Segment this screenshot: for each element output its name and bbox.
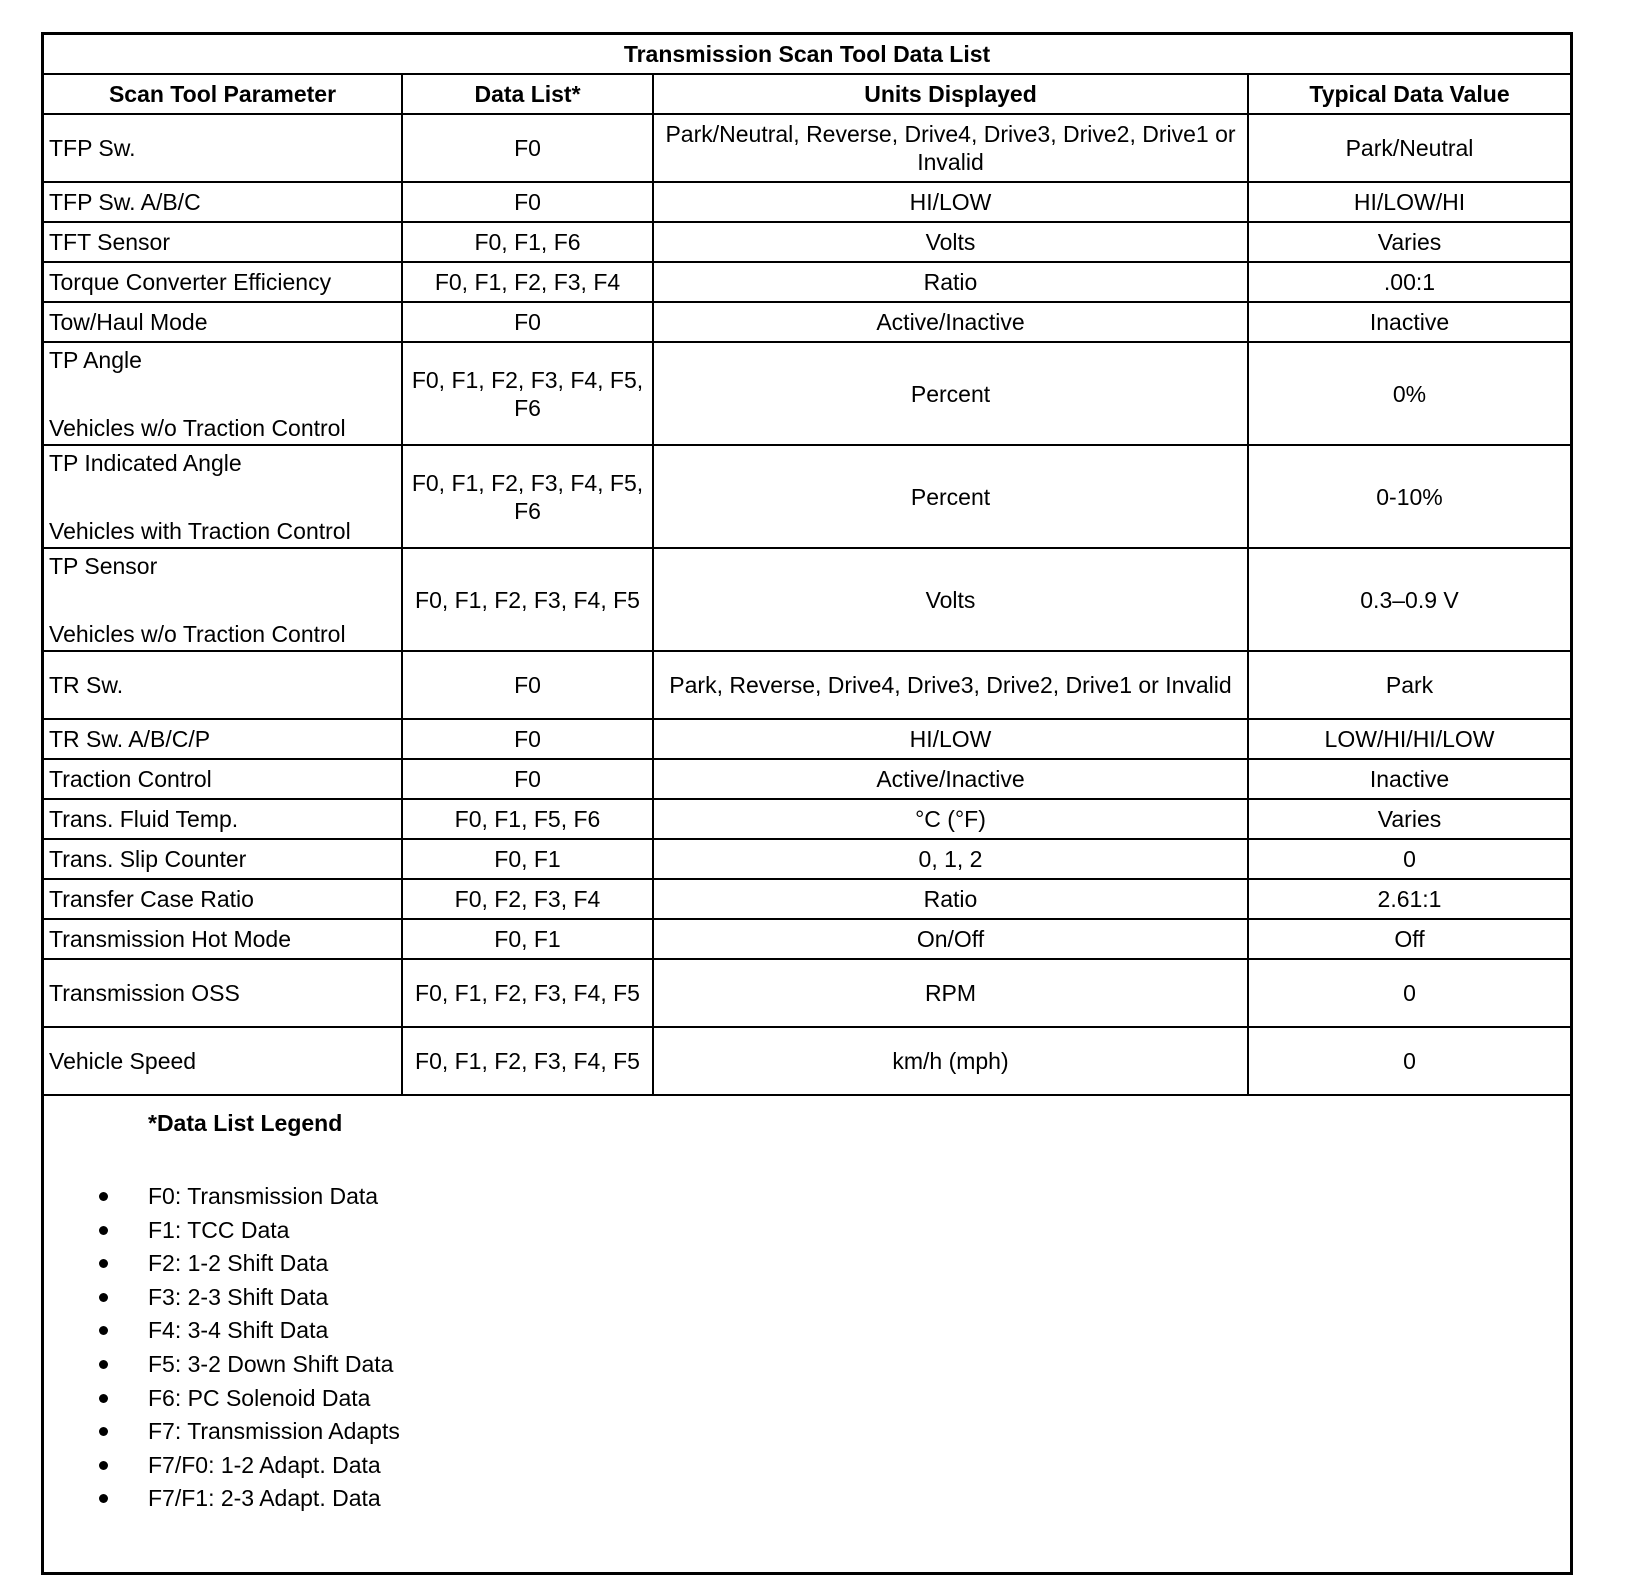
parameter-name: TP Indicated Angle: [49, 449, 242, 476]
parameter-name: TP Angle: [49, 346, 142, 373]
parameter-condition: Vehicles with Traction Control: [49, 517, 351, 544]
typical-value-cell: Varies: [1248, 222, 1570, 262]
legend-item: [44, 1482, 400, 1516]
units-cell: Active/Inactive: [653, 302, 1248, 342]
legend-item: [44, 1247, 400, 1281]
table-row: [44, 799, 1570, 839]
table-row: [44, 548, 1570, 651]
units-cell: Volts: [653, 548, 1248, 651]
parameter-name: TFP Sw. A/B/C: [49, 189, 201, 215]
bullet-icon: [99, 1360, 108, 1369]
parameter-name: Vehicle Speed: [49, 1048, 197, 1074]
typical-value-cell: Park/Neutral: [1248, 114, 1570, 182]
units-cell: Park/Neutral, Reverse, Drive4, Drive3, Drive2, Drive1 or Invalid: [653, 114, 1248, 182]
units-cell: RPM: [653, 959, 1248, 1027]
legend-item-label: F4: 3-4 Shift Data: [148, 1317, 329, 1344]
bullet-icon: [99, 1192, 108, 1201]
legend-item: [44, 1348, 400, 1382]
bullet-icon: [99, 1494, 108, 1503]
units-cell: Percent: [653, 342, 1248, 445]
typical-value-cell: Inactive: [1248, 759, 1570, 799]
bullet-icon: [99, 1293, 108, 1302]
data-list-cell: F0, F1, F6: [402, 222, 653, 262]
legend-item: [44, 1314, 400, 1348]
typical-value-cell: 0: [1248, 959, 1570, 1027]
parameter-name: Trans. Fluid Temp.: [49, 806, 239, 832]
typical-value-cell: 0.3–0.9 V: [1248, 548, 1570, 651]
legend-title: *Data List Legend: [148, 1110, 343, 1136]
legend-item: [44, 1382, 400, 1416]
bullet-icon: [99, 1461, 108, 1470]
data-list-cell: F0: [402, 182, 653, 222]
units-cell: Active/Inactive: [653, 759, 1248, 799]
parameter-name: Traction Control: [49, 766, 212, 792]
data-list-cell: F0, F1: [402, 919, 653, 959]
parameter-name: TFP Sw.: [49, 135, 136, 161]
table-row: [44, 445, 1570, 548]
typical-value-cell: LOW/HI/HI/LOW: [1248, 719, 1570, 759]
legend-item-label: F7: Transmission Adapts: [148, 1418, 400, 1445]
legend-item-label: F2: 1-2 Shift Data: [148, 1250, 329, 1277]
data-list-cell: F0, F1, F2, F3, F4, F5: [402, 1027, 653, 1095]
typical-value-cell: Varies: [1248, 799, 1570, 839]
legend-item: [44, 1449, 400, 1483]
table-row: [44, 959, 1570, 1027]
parameter-name: Transmission OSS: [49, 980, 240, 1006]
data-list-cell: F0, F1, F5, F6: [402, 799, 653, 839]
legend-item: [44, 1214, 400, 1248]
parameter-name: Torque Converter Efficiency: [49, 269, 332, 295]
typical-value-cell: Off: [1248, 919, 1570, 959]
header-typical-data-value: Typical Data Value: [1248, 74, 1570, 114]
parameter-condition: Vehicles w/o Traction Control: [49, 620, 346, 647]
units-cell: Volts: [653, 222, 1248, 262]
data-list-legend: [44, 1096, 1570, 1544]
parameter-name: TFT Sensor: [49, 229, 170, 255]
typical-value-cell: 0: [1248, 839, 1570, 879]
parameter-name: Transmission Hot Mode: [49, 926, 292, 952]
header-data-list: Data List*: [402, 74, 653, 114]
parameter-condition: Vehicles w/o Traction Control: [49, 414, 346, 441]
table-row: [44, 651, 1570, 719]
table-row: [44, 719, 1570, 759]
units-cell: °C (°F): [653, 799, 1248, 839]
data-list-cell: F0, F1, F2, F3, F4: [402, 262, 653, 302]
bullet-icon: [99, 1326, 108, 1335]
data-list-cell: F0: [402, 651, 653, 719]
units-cell: 0, 1, 2: [653, 839, 1248, 879]
data-list-cell: F0: [402, 759, 653, 799]
typical-value-cell: 2.61:1: [1248, 879, 1570, 919]
table-row: [44, 879, 1570, 919]
data-list-cell: F0, F1, F2, F3, F4, F5: [402, 959, 653, 1027]
units-cell: HI/LOW: [653, 182, 1248, 222]
data-list-cell: F0, F2, F3, F4: [402, 879, 653, 919]
table-row: [44, 182, 1570, 222]
parameter-name: Tow/Haul Mode: [49, 309, 208, 335]
legend-item-label: F5: 3-2 Down Shift Data: [148, 1350, 394, 1377]
typical-value-cell: 0-10%: [1248, 445, 1570, 548]
data-list-cell: F0: [402, 302, 653, 342]
data-list-cell: F0, F1, F2, F3, F4, F5: [402, 548, 653, 651]
units-cell: km/h (mph): [653, 1027, 1248, 1095]
data-list-cell: F0, F1, F2, F3, F4, F5, F6: [402, 342, 653, 445]
units-cell: On/Off: [653, 919, 1248, 959]
units-cell: Ratio: [653, 879, 1248, 919]
table-row: [44, 262, 1570, 302]
legend-item-label: F7/F0: 1-2 Adapt. Data: [148, 1451, 381, 1478]
bullet-icon: [99, 1226, 108, 1235]
table-row: [44, 114, 1570, 182]
table-row: [44, 919, 1570, 959]
table-row: [44, 302, 1570, 342]
legend-item-label: F0: Transmission Data: [148, 1183, 379, 1209]
table-row: [44, 839, 1570, 879]
legend-item: [44, 1180, 400, 1214]
data-list-document: [41, 32, 1573, 1575]
header-units-displayed: Units Displayed: [653, 74, 1248, 114]
table-row: [44, 222, 1570, 262]
units-cell: Park, Reverse, Drive4, Drive3, Drive2, Drive1 or Invalid: [653, 651, 1248, 719]
data-list-cell: F0: [402, 719, 653, 759]
data-list-cell: F0: [402, 114, 653, 182]
legend-list: [44, 1180, 400, 1516]
bullet-icon: [99, 1394, 108, 1403]
legend-item-label: F1: TCC Data: [148, 1216, 290, 1243]
typical-value-cell: Inactive: [1248, 302, 1570, 342]
table-row: [44, 342, 1570, 445]
data-list-cell: F0, F1, F2, F3, F4, F5, F6: [402, 445, 653, 548]
header-scan-tool-parameter: Scan Tool Parameter: [44, 74, 402, 114]
typical-value-cell: 0: [1248, 1027, 1570, 1095]
parameter-name: TR Sw.: [49, 672, 124, 698]
table-title: Transmission Scan Tool Data List: [44, 35, 1570, 74]
parameter-name: Trans. Slip Counter: [49, 846, 247, 872]
legend-item-label: F3: 2-3 Shift Data: [148, 1283, 329, 1310]
scan-tool-data-table: [44, 35, 1570, 1096]
bullet-icon: [99, 1427, 108, 1436]
legend-item-label: F6: PC Solenoid Data: [148, 1384, 371, 1411]
table-row: [44, 759, 1570, 799]
parameter-name: TP Sensor: [49, 552, 158, 579]
typical-value-cell: HI/LOW/HI: [1248, 182, 1570, 222]
legend-item-label: F7/F1: 2-3 Adapt. Data: [148, 1485, 381, 1512]
typical-value-cell: Park: [1248, 651, 1570, 719]
units-cell: HI/LOW: [653, 719, 1248, 759]
table-row: [44, 1027, 1570, 1095]
bullet-icon: [99, 1259, 108, 1268]
units-cell: Ratio: [653, 262, 1248, 302]
typical-value-cell: .00:1: [1248, 262, 1570, 302]
parameter-name: Transfer Case Ratio: [49, 886, 254, 912]
typical-value-cell: 0%: [1248, 342, 1570, 445]
data-list-cell: F0, F1: [402, 839, 653, 879]
units-cell: Percent: [653, 445, 1248, 548]
legend-item: [44, 1415, 400, 1449]
legend-item: [44, 1281, 400, 1315]
parameter-name: TR Sw. A/B/C/P: [49, 726, 211, 752]
